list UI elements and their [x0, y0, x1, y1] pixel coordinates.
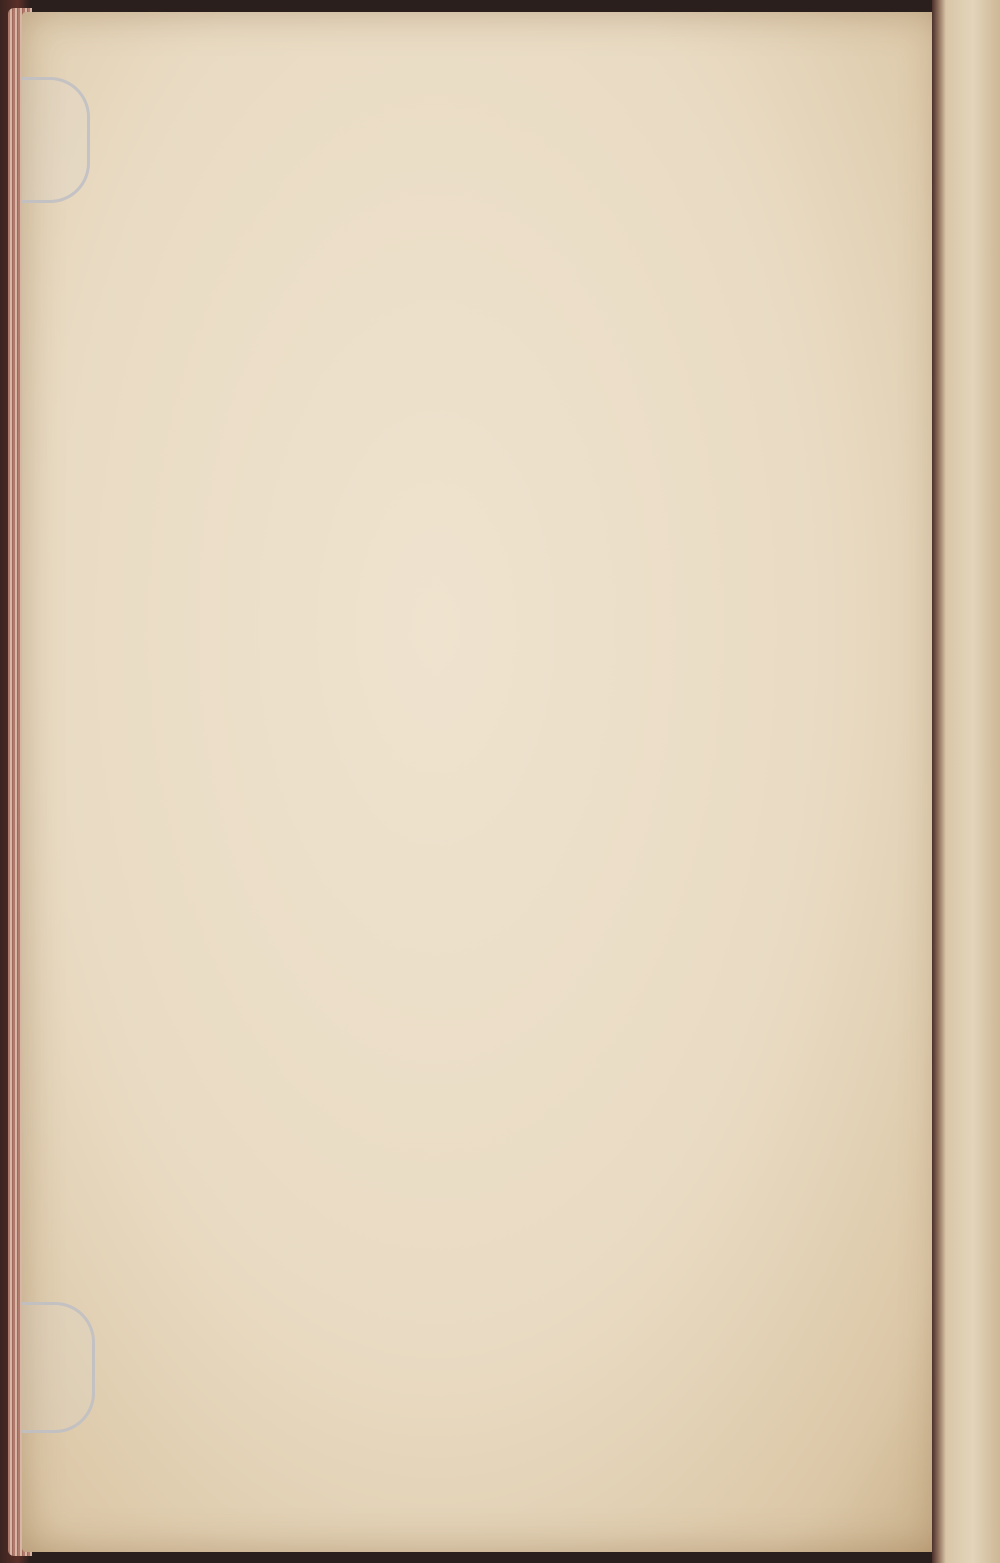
top-page-clip [22, 77, 90, 203]
book-page [22, 12, 942, 1552]
page-text [172, 95, 852, 158]
bottom-page-clip [22, 1302, 95, 1433]
facing-page-text [942, 150, 1000, 163]
facing-page [932, 0, 1000, 1563]
page-header [172, 95, 852, 150]
